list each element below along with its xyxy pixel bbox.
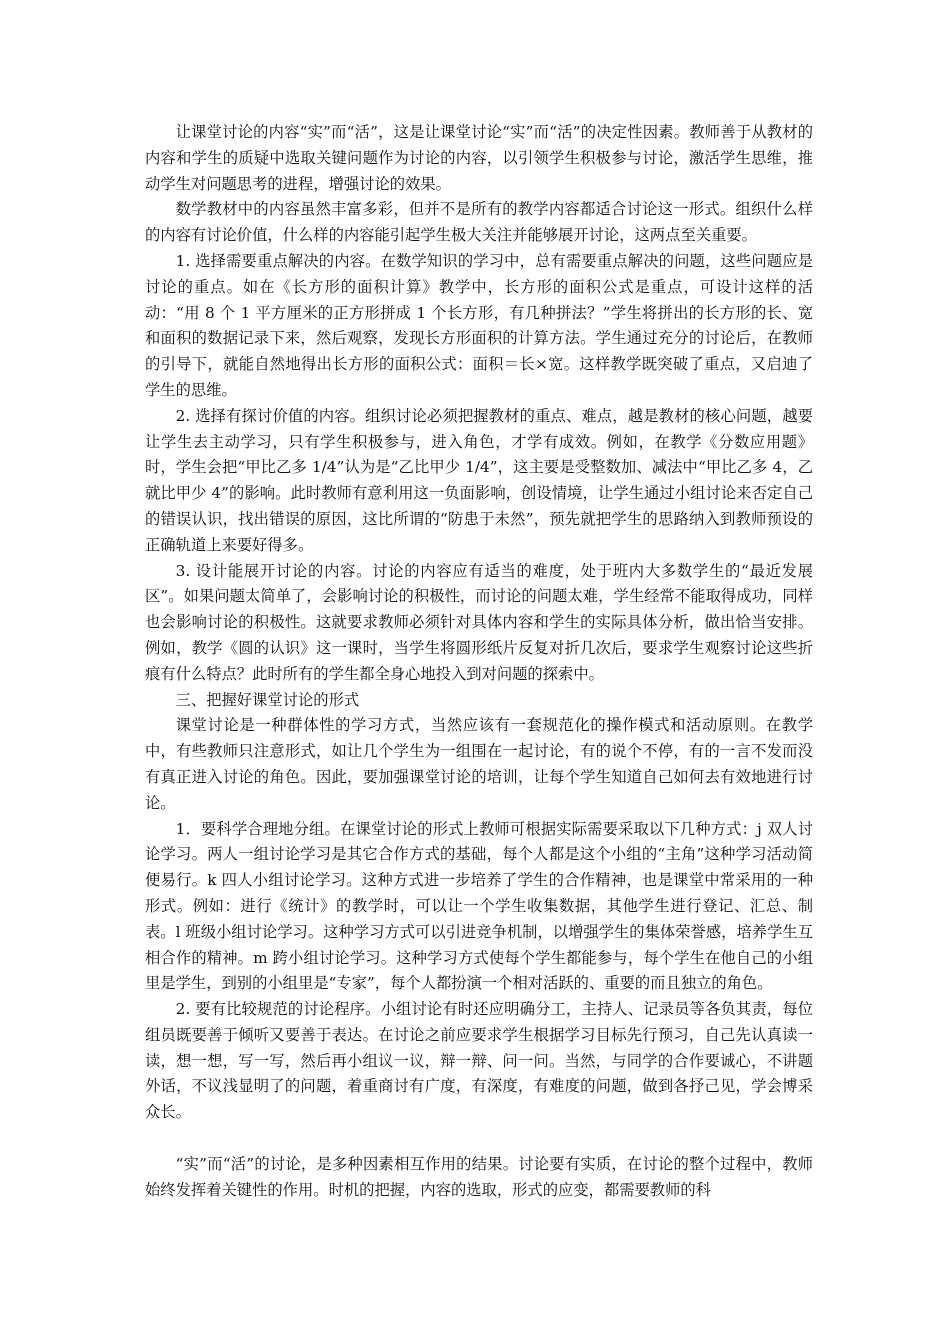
paragraph-form-intro: 课堂讨论是一种群体性的学习方式，当然应该有一套规范化的操作模式和活动原则。在教学中，有些教师只注意形式，如让几个学生为一组围在一起讨论，有的说个不停，有的一言不发而没有真正进入讨论的角色。因此，要加强课堂讨论的培训，让每个学生知道自己如何去有效地进行讨论。 <box>145 716 813 812</box>
paragraph-conclusion: “实”而“活”的讨论，是多种因素相互作用的结果。讨论要有实质，在讨论的整个过程中，教师始终发挥着关键性的作用。时机的把握，内容的选取，形式的应变，都需要教师的科 <box>145 1154 813 1199</box>
paragraph-point-1: 1. 选择需要重点解决的内容。在数学知识的学习中，总有需要重点解决的问题，这些问题应是讨论的重点。如在《长方形的面积计算》教学中，长方形的面积公式是重点，可设计这样的活动：“用 8 个 1 平方厘米的正方形拼成 1 个长方形，有几种拼法？”学生将拼出的长方形的长、宽和面积的数据记录下来，然后观察，发现长方形面积的计算方法。学生通过充分的讨论后，在教师的引导下，就能自然地得出长方形的面积公式：面积＝长×宽。这样教学既突破了重点，又启迪了学生的思维。 <box>145 251 813 399</box>
paragraph-point-2: 2. 选择有探讨价值的内容。组织讨论必须把握教材的重点、难点，越是教材的核心问题，越要让学生去主动学习，只有学生积极参与，进入角色，才学有成效。例如，在教学《分数应用题》时，学生会把“甲比乙多 1/4”认为是“乙比甲少 1/4”，这主要是受整数加、减法中“甲比乙多 4，乙就比甲少 4”的影响。此时教师有意利用这一负面影响，创设情境，让学生通过小组讨论来否定自己的错误认识，找出错误的原因，这比所谓的“防患于未然”，预先就把学生的思路纳入到教师预设的正确轨道上来要好得多。 <box>145 406 813 554</box>
document-body <box>145 120 813 1203</box>
paragraph-content-value: 数学教材中的内容虽然丰富多彩，但并不是所有的教学内容都适合讨论这一形式。组织什么样的内容有讨论价值，什么样的内容能引起学生极大关注并能够展开讨论，这两点至关重要。 <box>145 200 813 245</box>
section-heading-3: 三、把握好课堂讨论的形式 <box>175 690 360 709</box>
paragraph-grouping: 1．要科学合理地分组。在课堂讨论的形式上教师可根据实际需要采取以下几种方式：j 双人讨论学习。两人一组讨论学习是其它合作方式的基础，每个人都是这个小组的“主角”这种学习活动简便易行。k 四人小组讨论学习。这种方式进一步培养了学生的合作精神，也是课堂中常采用的一种形式。例如：进行《统计》的教学时，可以让一个学生收集数据，其他学生进行登记、汇总、制表。l 班级小组讨论学习。这种学习方式可以引进竞争机制，以增强学生的集体荣誉感，培养学生互相合作的精神。m 跨小组讨论学习。这种学习方式使每个学生都能参与，每个学生在他自己的小组里是学生，到别的小组里是“专家”，每个人都扮演一个相对活跃的、重要的而且独立的角色。 <box>145 819 813 993</box>
paragraph-intro: 让课堂讨论的内容“实”而“活”，这是让课堂讨论“实”而“活”的决定性因素。教师善于从教材的内容和学生的质疑中选取关键问题作为讨论的内容，以引领学生积极参与讨论，激活学生思维，推动学生对问题思考的进程，增强讨论的效果。 <box>145 123 813 193</box>
paragraph-procedure: 2. 要有比较规范的讨论程序。小组讨论有时还应明确分工，主持人、记录员等各负其责，每位组员既要善于倾听又要善于表达。在讨论之前应要求学生根据学习目标先行预习，自己先认真读一读，想一想，写一写，然后再小组议一议，辩一辩、问一问。当然，与同学的合作要诚心，不讲题外话，不议浅显明了的问题，着重商讨有广度，有深度，有难度的问题，做到各抒己见，学会博采众长。 <box>145 1000 813 1122</box>
paragraph-point-3: 3. 设计能展开讨论的内容。讨论的内容应有适当的难度，处于班内大多数学生的“最近发展区”。如果问题太简单了，会影响讨论的积极性，而讨论的问题太难，学生经常不能取得成功，同样也会影响讨论的积极性。这就要求教师必须针对具体内容和学生的实际具体分析，做出恰当安排。例如，教学《圆的认识》这一课时，当学生将圆形纸片反复对折几次后，要求学生观察讨论这些折痕有什么特点？此时所有的学生都全身心地投入到对问题的探索中。 <box>145 561 813 683</box>
